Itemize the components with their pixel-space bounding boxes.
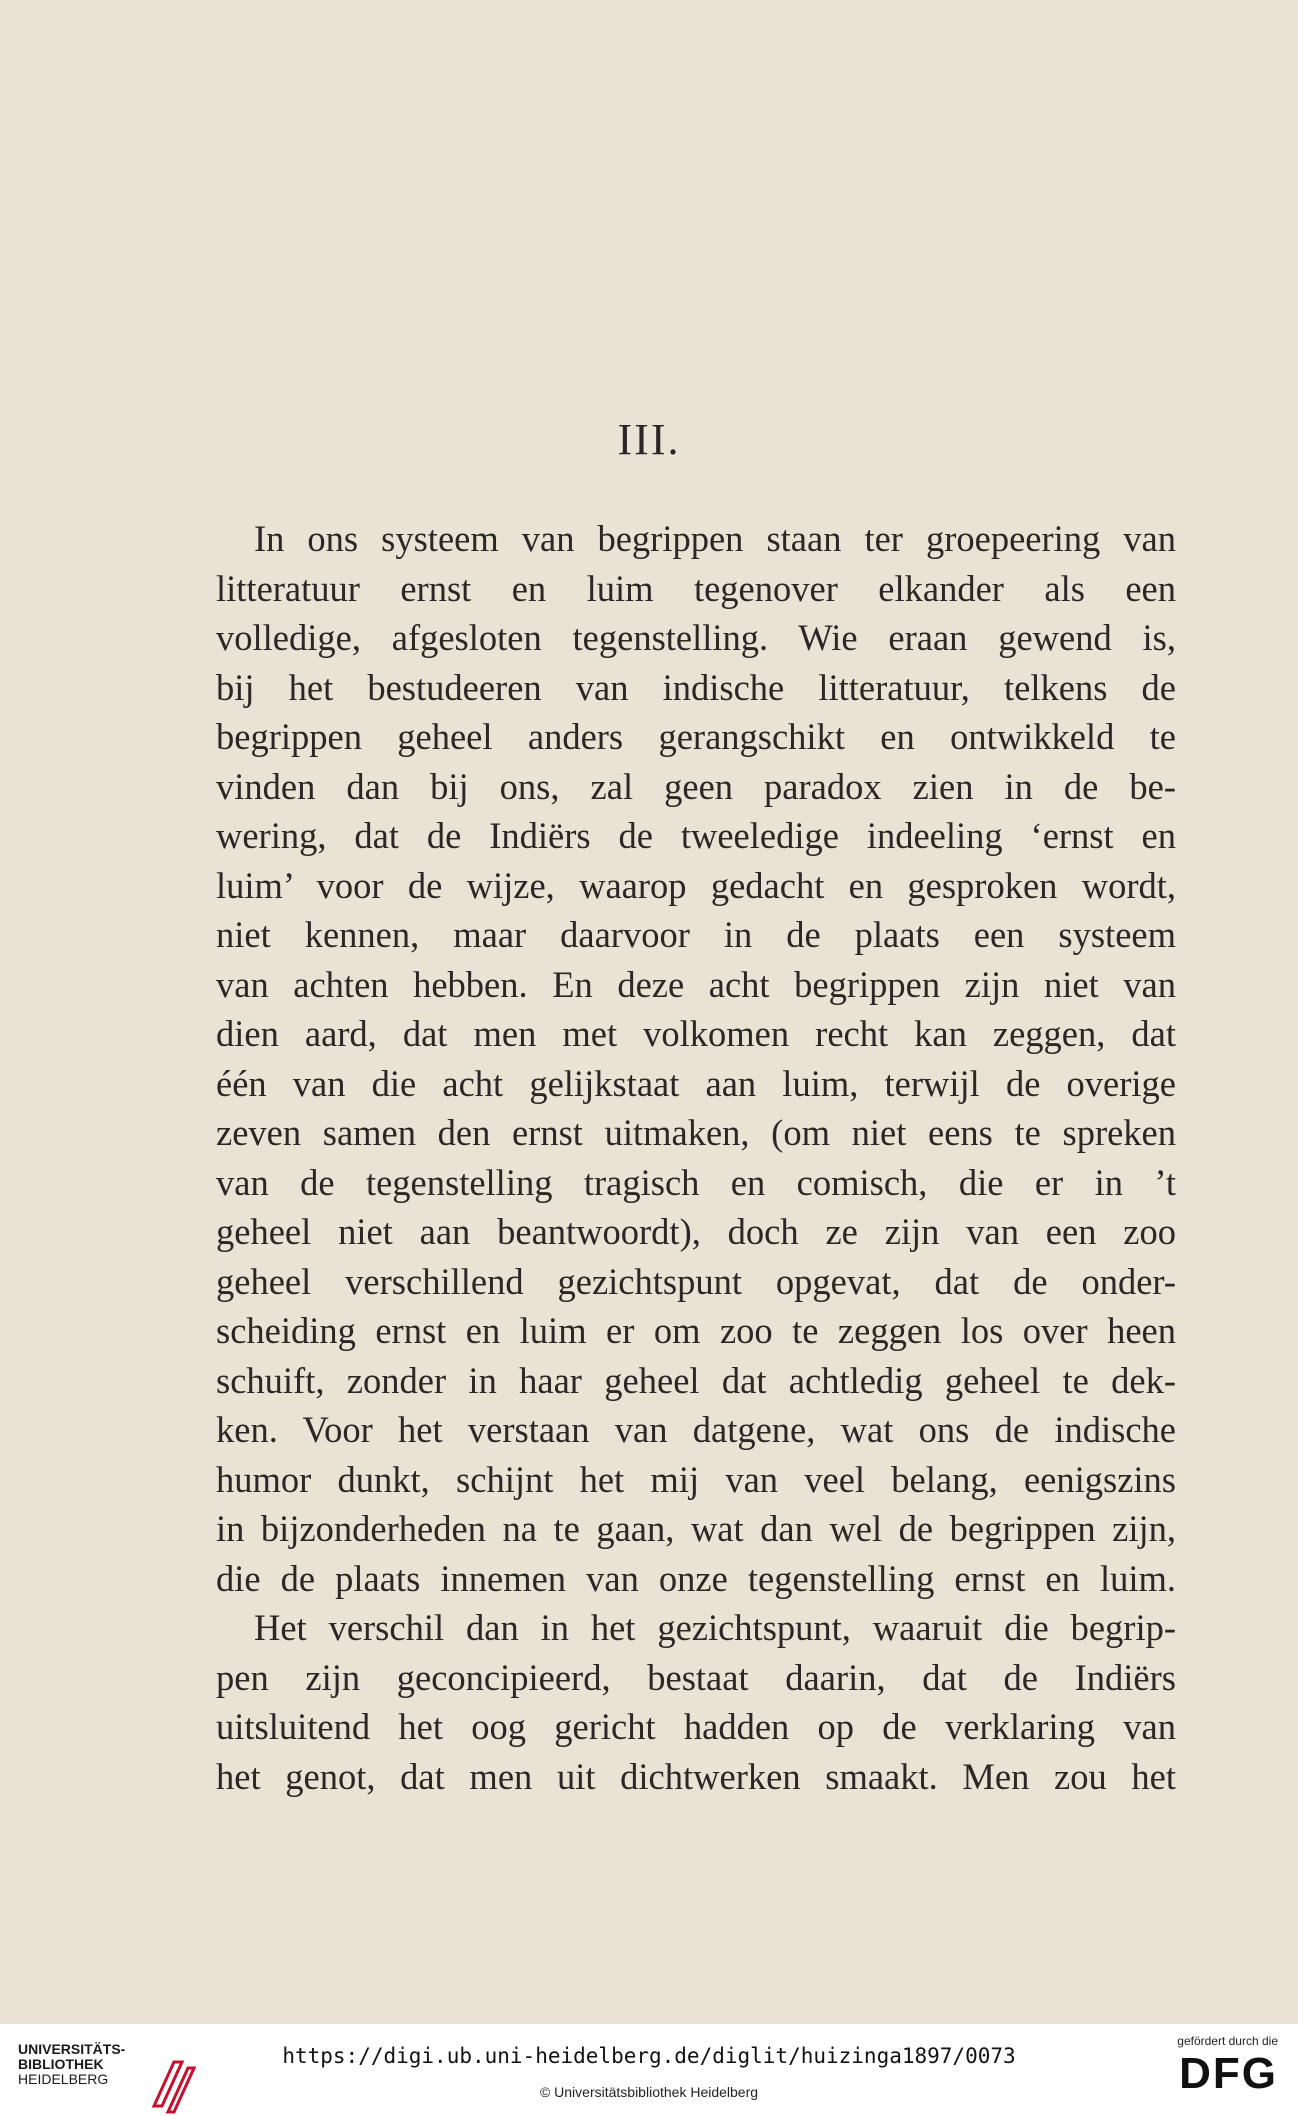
chapter-heading: III. bbox=[617, 415, 681, 464]
text-line: geheel verschillend gezichtspunt opgevat, dat de onder- bbox=[216, 1260, 1176, 1302]
document-url-link[interactable]: https://digi.ub.uni-heidelberg.de/diglit/huizinga1897/0073 bbox=[282, 2044, 1016, 2068]
text-line: scheiding ernst en luim er om zoo te zeggen los over heen bbox=[216, 1310, 1176, 1351]
text-line: litteratuur ernst en luim tegenover elkander als een bbox=[216, 567, 1176, 609]
copyright-text: © Universitätsbibliothek Heidelberg bbox=[539, 2084, 759, 2100]
text-line: uitsluitend het oog gericht hadden op de verklaring van bbox=[216, 1706, 1176, 1747]
body-text bbox=[216, 514, 1176, 1801]
text-line: van de tegenstelling tragisch en comisch, die er in ’t bbox=[216, 1161, 1176, 1203]
text-line: van achten hebben. En deze acht begrippen zijn niet van bbox=[216, 963, 1176, 1005]
text-line: in bijzonderheden na te gaan, wat dan wel de begrippen zijn, bbox=[216, 1508, 1176, 1549]
text-line: begrippen geheel anders gerangschikt en ontwikkeld te bbox=[216, 716, 1176, 757]
footer-bar bbox=[0, 2024, 1298, 2116]
text-line: ken. Voor het verstaan van datgene, wat ons de indische bbox=[216, 1409, 1176, 1450]
text-line: niet kennen, maar daarvoor in de plaats een systeem bbox=[216, 914, 1176, 955]
library-name-line1: UNIVERSITÄTS- bbox=[18, 2041, 126, 2057]
text-line: pen zijn geconcipieerd, bestaat daarin, dat de Indiërs bbox=[216, 1656, 1176, 1698]
text-line: volledige, afgesloten tegenstelling. Wie eraan gewend is, bbox=[216, 617, 1176, 658]
text-line: vinden dan bij ons, zal geen paradox zien in de be- bbox=[216, 765, 1176, 807]
funding-block[interactable] bbox=[1177, 2034, 1278, 2096]
text-line: Het verschil dan in het gezichtspunt, waaruit die begrip- bbox=[254, 1607, 1176, 1648]
text-line: die de plaats innemen van onze tegenstelling ernst en luim. bbox=[216, 1557, 1176, 1599]
text-line: geheel niet aan beantwoordt), doch ze zijn van een zoo bbox=[216, 1211, 1176, 1252]
text-line: één van die acht gelijkstaat aan luim, terwijl de overige bbox=[216, 1062, 1176, 1104]
text-line: wering, dat de Indiërs de tweeledige indeeling ‘ernst en bbox=[216, 815, 1176, 856]
text-line: zeven samen den ernst uitmaken, (om niet eens te spreken bbox=[216, 1112, 1176, 1153]
text-line: humor dunkt, schijnt het mij van veel belang, eenigszins bbox=[216, 1458, 1176, 1500]
text-line: In ons systeem van begrippen staan ter groepeering van bbox=[254, 518, 1176, 559]
library-name-line2: BIBLIOTHEK bbox=[18, 2056, 104, 2072]
dfg-logo: DFG bbox=[1179, 2049, 1278, 2098]
text-line: schuift, zonder in haar geheel dat achtledig geheel te dek- bbox=[216, 1359, 1176, 1401]
library-name-line3: HEIDELBERG bbox=[18, 2071, 109, 2087]
text-line: luim’ voor de wijze, waarop gedacht en gesproken wordt, bbox=[216, 864, 1176, 906]
text-line: bij het bestudeeren van indische litteratuur, telkens de bbox=[216, 666, 1176, 708]
funding-caption: gefördert durch die bbox=[1177, 2034, 1278, 2048]
text-line: dien aard, dat men met volkomen recht kan zeggen, dat bbox=[216, 1013, 1176, 1054]
text-line: het genot, dat men uit dichtwerken smaakt. Men zou het bbox=[216, 1755, 1176, 1797]
